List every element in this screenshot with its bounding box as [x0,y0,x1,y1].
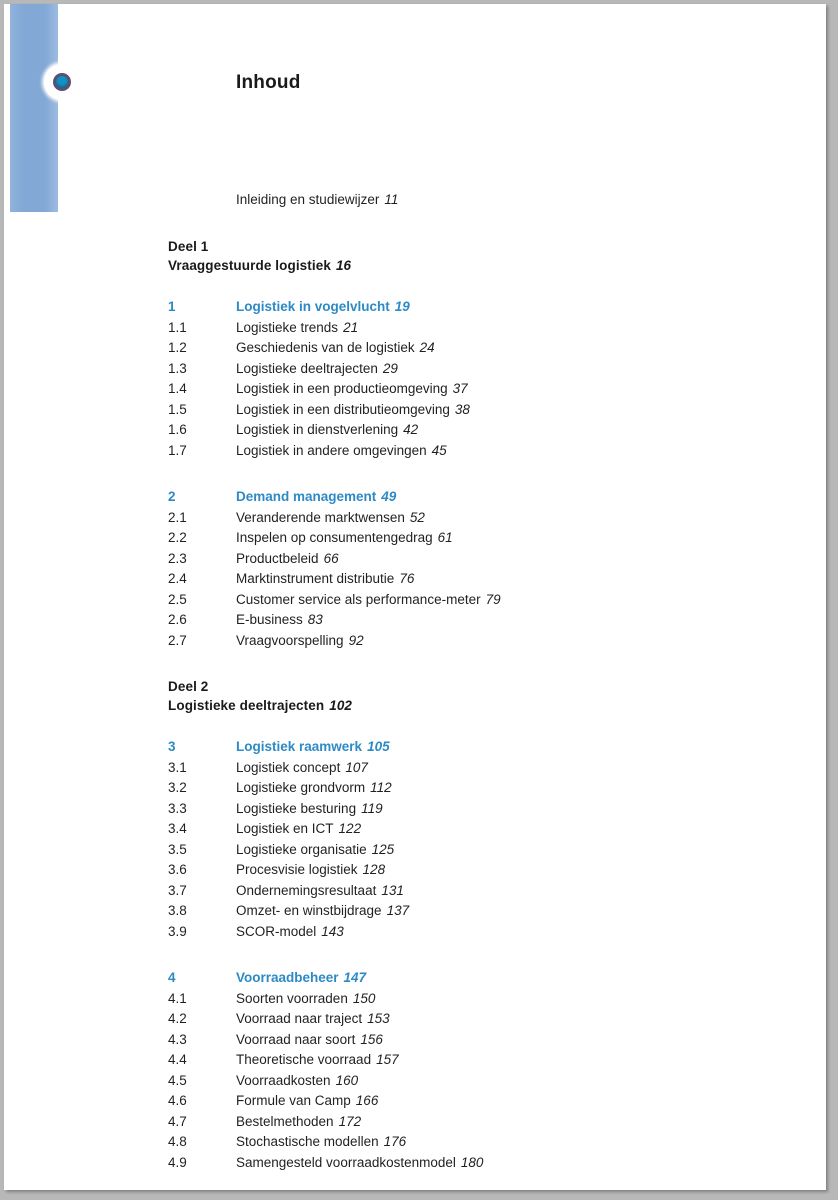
entry-text [236,840,728,861]
section-entry[interactable] [168,400,728,421]
section-entry[interactable] [168,569,728,590]
section-title: Veranderende marktwensen [236,509,405,525]
page-number: 102 [329,698,353,713]
section-number: 3.3 [168,800,187,816]
entry-text [236,968,728,989]
chapter-title: Logistiek raamwerk [236,739,363,754]
part-title-row [168,696,728,715]
section-entry[interactable] [168,1112,728,1133]
section-entry[interactable] [168,1091,728,1112]
page-number: 76 [399,571,415,586]
entry-text [236,590,728,611]
entry-text [236,569,728,590]
entry-text [236,379,728,400]
section-number: 1.3 [168,360,187,376]
section-number: 2.2 [168,530,187,545]
entry-text [236,420,728,441]
section-title: Logistiek en ICT [236,821,334,836]
page-number: 16 [335,258,352,273]
page-number: 45 [431,442,447,458]
section-entry[interactable] [168,420,728,441]
section-number: 3.2 [168,780,187,795]
entry-text [236,508,728,529]
chapter-group [168,487,728,651]
section-number: 2.6 [168,612,187,627]
page-number: 49 [381,489,397,504]
part-title-row [168,256,728,275]
page-number: 137 [386,903,410,918]
section-entry[interactable] [168,1153,728,1174]
section-number: 1.7 [168,442,187,458]
section-number: 3.9 [168,923,187,939]
section-title: SCOR-model [236,923,317,939]
section-entry[interactable] [168,590,728,611]
section-title: Ondernemingsresultaat [236,882,377,898]
section-number: 1.6 [168,422,187,437]
chapter-entry[interactable] [168,968,728,989]
entry-text [236,799,728,820]
section-entry[interactable] [168,799,728,820]
section-title: Logistiek concept [236,759,341,775]
section-entry[interactable] [168,1009,728,1030]
page-number: 128 [362,862,386,877]
page-number: 19 [394,299,410,314]
page-number: 176 [383,1134,407,1149]
section-entry[interactable] [168,1132,728,1153]
section-number: 4.6 [168,1093,187,1108]
page-number: 153 [367,1011,390,1026]
section-entry[interactable] [168,819,728,840]
section-title: Customer service als performance-meter [236,591,481,607]
section-title: Formule van Camp [236,1093,351,1108]
section-entry[interactable] [168,758,728,779]
section-title: Logistiek in dienstverlening [236,422,399,437]
entry-text [236,400,728,421]
section-entry[interactable] [168,840,728,861]
section-title: Logistieke trends [236,319,339,335]
entry-text [236,1153,728,1174]
section-number: 2.7 [168,632,187,648]
section-entry[interactable] [168,528,728,549]
page-number: 83 [307,612,323,627]
section-number: 3.6 [168,862,187,877]
section-title: Procesvisie logistiek [236,862,358,877]
section-entry[interactable] [168,901,728,922]
page-number: 147 [343,970,367,985]
section-title: Logistieke grondvorm [236,780,366,795]
entry-text [236,549,728,570]
entry-text [236,881,728,902]
entry-text [236,860,728,881]
section-entry[interactable] [168,989,728,1010]
frontmatter-entry[interactable] [236,190,728,209]
chapter-group [168,968,728,1173]
entry-text [236,901,728,922]
section-title: Vraagvoorspelling [236,632,344,648]
section-title: Samengesteld voorraadkostenmodel [236,1154,456,1170]
page-number: 11 [384,192,399,207]
chapter-group [168,737,728,942]
page-number: 66 [323,550,339,566]
chapter-number: 2 [168,489,176,504]
page-number: 79 [485,591,501,607]
section-title: Logistieke besturing [236,800,357,816]
section-number: 2.4 [168,571,187,586]
entry-text [236,819,728,840]
entry-text [236,610,728,631]
entry-text [236,359,728,380]
circle-decoration-core [56,76,68,88]
page-number: 61 [437,530,453,545]
chapter-entry[interactable] [168,737,728,758]
section-title: Stochastische modellen [236,1134,379,1149]
page-number: 107 [345,759,368,775]
chapter-number: 1 [168,299,176,314]
page-number: 160 [335,1072,359,1088]
section-number: 4.3 [168,1031,187,1047]
section-entry[interactable] [168,1030,728,1051]
section-title: Voorraad naar traject [236,1011,363,1026]
page-number: 38 [454,401,470,417]
section-entry[interactable] [168,508,728,529]
section-number: 1.1 [168,319,187,335]
section-title: Logistieke deeltrajecten [236,360,378,376]
entry-text [236,338,728,359]
part-label: Deel 2 [168,679,209,694]
chapter-number: 4 [168,970,176,985]
chapter-number: 3 [168,739,176,754]
section-number: 2.1 [168,509,187,525]
entry-text [236,318,728,339]
section-number: 4.5 [168,1072,187,1088]
section-entry[interactable] [168,881,728,902]
section-entry[interactable] [168,441,728,462]
section-number: 4.1 [168,990,187,1006]
section-entry[interactable] [168,922,728,943]
section-entry[interactable] [168,379,728,400]
page-number: 122 [338,821,362,836]
page-number: 29 [382,360,398,376]
entry-text [236,989,728,1010]
section-number: 1.2 [168,340,187,355]
section-title: Inspelen op consumentengedrag [236,530,433,545]
page-number: 157 [376,1052,399,1067]
chapter-group [168,297,728,461]
section-entry[interactable] [168,359,728,380]
section-title: Productbeleid [236,550,319,566]
section-number: 4.7 [168,1113,187,1129]
page-number: 112 [370,780,392,795]
entry-text [236,1050,728,1071]
page-number: 105 [367,739,390,754]
section-number: 4.4 [168,1052,187,1067]
section-number: 4.2 [168,1011,187,1026]
section-number: 2.3 [168,550,187,566]
section-entry[interactable] [168,318,728,339]
table-of-contents [168,190,728,1190]
page-number: 150 [352,990,376,1006]
section-entry[interactable] [168,860,728,881]
chapter-entry[interactable] [168,297,728,318]
section-entry[interactable] [168,549,728,570]
section-title: Theoretische voorraad [236,1052,372,1067]
part-title: Vraaggestuurde logistiek [168,258,331,273]
page-number: 143 [321,923,344,939]
page-number: 131 [381,882,404,898]
section-number: 3.4 [168,821,187,836]
part-title: Logistieke deeltrajecten [168,698,325,713]
entry-text [236,528,728,549]
entry-text [236,487,728,508]
section-title: Voorraadkosten [236,1072,331,1088]
section-number: 3.5 [168,841,187,857]
entry-text [236,737,728,758]
section-entry[interactable] [168,1071,728,1092]
entry-text [236,758,728,779]
section-title: Logistiek in andere omgevingen [236,442,427,458]
entry-text [236,1071,728,1092]
page-number: 42 [403,422,419,437]
section-number: 3.7 [168,882,187,898]
document-page [4,4,826,1190]
side-tab-decoration [10,4,58,212]
page-number: 125 [371,841,395,857]
page-number: 24 [419,340,435,355]
entry-text [236,631,728,652]
section-title: Logistieke organisatie [236,841,367,857]
section-entry[interactable] [168,338,728,359]
page-number: 166 [355,1093,379,1108]
section-number: 4.9 [168,1154,187,1170]
chapter-entry[interactable] [168,487,728,508]
entry-text [236,778,728,799]
page-number: 21 [343,319,359,335]
part-heading[interactable] [168,677,728,715]
section-title: Soorten voorraden [236,990,348,1006]
page-number: 37 [452,381,468,396]
section-title: Logistiek in een productieomgeving [236,381,448,396]
chapter-title: Logistiek in vogelvlucht [236,299,390,314]
section-title: Voorraad naar soort [236,1031,356,1047]
entry-text [236,1132,728,1153]
section-number: 1.5 [168,401,187,417]
section-number: 2.5 [168,591,187,607]
page-number: 52 [409,509,425,525]
section-entry[interactable] [168,610,728,631]
section-number: 4.8 [168,1134,187,1149]
part-label: Deel 1 [168,239,209,254]
entry-text [236,297,728,318]
section-number: 3.8 [168,903,187,918]
section-number: 1.4 [168,381,187,396]
page-title: Inhoud [236,72,301,93]
entry-text [236,1112,728,1133]
page-number: 172 [338,1113,362,1129]
page-number: 92 [348,632,364,648]
section-number: 3.1 [168,759,187,775]
page-number: 156 [360,1031,383,1047]
entry-text [236,1009,728,1030]
section-title: Omzet- en winstbijdrage [236,903,382,918]
section-entry[interactable] [168,778,728,799]
section-title: Marktinstrument distributie [236,571,395,586]
frontmatter-label: Inleiding en studiewijzer [236,192,380,207]
entry-text [236,922,728,943]
section-title: Bestelmethoden [236,1113,334,1129]
section-title: Logistiek in een distributieomgeving [236,401,450,417]
page-number: 180 [460,1154,484,1170]
entry-text [236,1030,728,1051]
entry-text [236,441,728,462]
chapter-title: Voorraadbeheer [236,970,339,985]
entry-text [236,1091,728,1112]
section-title: Geschiedenis van de logistiek [236,340,415,355]
section-title: E-business [236,612,303,627]
section-entry[interactable] [168,1050,728,1071]
chapter-title: Demand management [236,489,377,504]
section-entry[interactable] [168,631,728,652]
part-heading[interactable] [168,237,728,275]
page-number: 119 [361,800,383,816]
